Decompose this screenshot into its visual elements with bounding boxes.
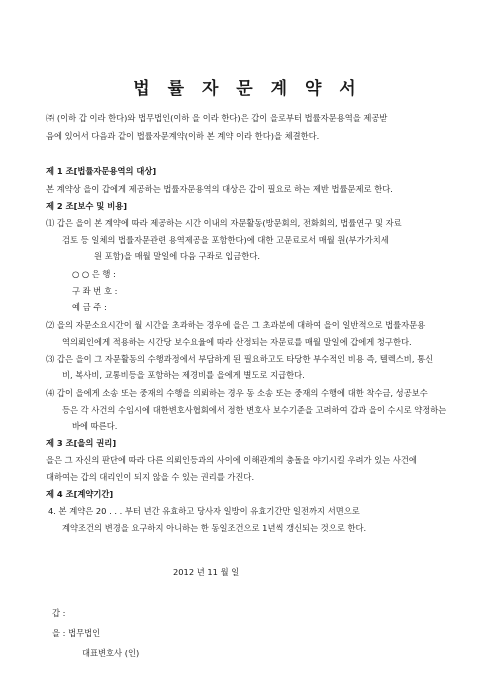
article-2-para-3-line-1: ⑶ 갑은 을이 그 자문활동의 수행과정에서 부담하게 된 필요하고도 타당한 부수적인 비용 즉, 텔렉스비, 통신	[46, 354, 434, 364]
article-2-para-1-line-1: ⑴ 갑은 을이 본 계약에 따라 제공하는 시간 이내의 자문활동(방문회의, 전화회의, 법률연구 및 자료	[46, 218, 402, 228]
intro-line-2: 음에 있어서 다음과 같이 법률자문계약(이하 본 계약 이라 한다)을 체결한다.	[46, 131, 320, 141]
bank-label: ○ ○ 은 행 :	[72, 269, 116, 279]
article-2-para-2-line-2: 역의뢰인에게 적용하는 시간당 보수요율에 따라 산정되는 자문료를 매월 말일에 갑에게 청구한다.	[62, 337, 412, 347]
intro-line-1: ㈜ (이하 갑 이라 한다)와 법무법인(이하 을 이라 한다)은 갑이 을로부터 법률자문용역을 제공받	[46, 113, 388, 123]
article-2-para-4-line-2: 등은 각 사건의 수임시에 대한변호사협회에서 정한 변호사 보수기준을 고려하여 갑과 을이 수시로 약정하는	[62, 405, 447, 415]
party-b-label: 을 : 법무법인	[52, 628, 101, 638]
article-2-para-2-line-1: ⑵ 을의 자문소요시간이 월 시간을 초과하는 경우에 을은 그 초과분에 대하여 을이 일반적으로 법률자문용	[46, 320, 426, 330]
representative-signature-line: 대표변호사 (인)	[82, 648, 140, 658]
article-3-line-2: 대하여는 갑의 대리인이 되지 않을 수 있는 권리를 가진다.	[46, 472, 255, 482]
article-3-line-1: 을은 그 자신의 판단에 따라 다른 의뢰인등과의 사이에 이해관계의 충돌을 야기시킬 우려가 있는 사건에	[46, 455, 417, 465]
article-2-para-4-line-3: 바에 따른다.	[72, 421, 118, 431]
article-2-para-1-line-3: 원 포함)을 매월 말일에 다음 구좌로 입금한다.	[94, 251, 260, 261]
document-title: 법 률 자 문 계 약 서	[133, 79, 362, 99]
account-number-label: 구 좌 번 호 :	[72, 286, 118, 296]
article-1-text: 본 계약상 을이 갑에게 제공하는 법률자문용역의 대상은 갑이 필요로 하는 제반 법률문제로 한다.	[46, 184, 393, 194]
article-4-line-2: 계약조건의 변경을 요구하지 아니하는 한 동일조건으로 1년씩 갱신되는 것으로 한다.	[62, 523, 367, 533]
article-2-para-1-line-2: 검토 등 일체의 법률자문관련 용역제공을 포함한다)에 대한 고문료로서 매월 원(부가가치세	[62, 235, 389, 245]
party-a-label: 갑 :	[52, 608, 66, 618]
article-4-heading: 제 4 조[계약기간]	[46, 489, 114, 499]
article-2-heading: 제 2 조[보수 및 비용]	[46, 201, 128, 211]
article-2-para-4-line-1: ⑷ 갑이 을에게 소송 또는 중재의 수행을 의뢰하는 경우 동 소송 또는 중재의 수행에 대한 착수금, 성공보수	[46, 388, 428, 398]
article-4-line-1: 4. 본 계약은 20 . . . 부터 년간 유효하고 당사자 일방이 유효기간만 일전까지 서면으로	[48, 506, 360, 516]
article-1-heading: 제 1 조[법률자문용역의 대상]	[46, 166, 157, 176]
article-2-para-3-line-2: 비, 복사비, 교통비등을 포함하는 제경비를 을에게 별도로 지급한다.	[62, 370, 305, 380]
account-holder-label: 예 금 주 :	[72, 302, 107, 312]
article-3-heading: 제 3 조[을의 권리]	[46, 438, 117, 448]
contract-date: 2012 년 11 월 일	[173, 567, 240, 577]
